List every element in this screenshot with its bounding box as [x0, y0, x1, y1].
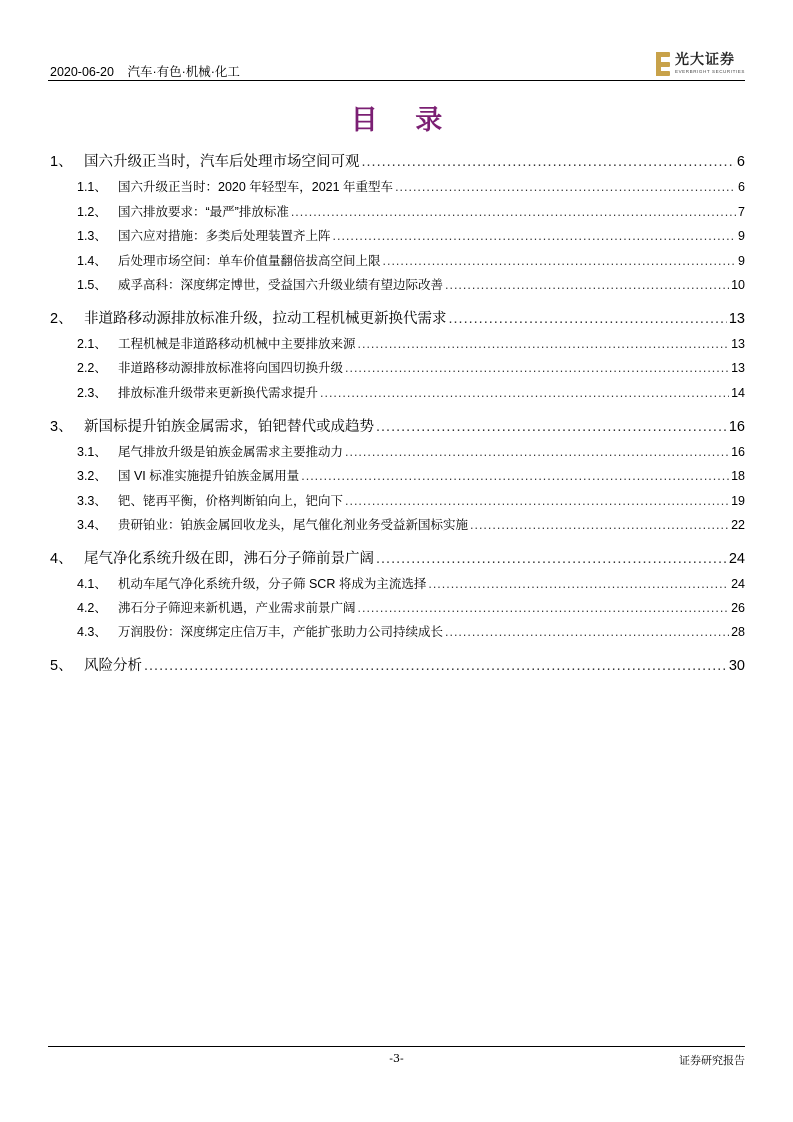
toc-entry-5[interactable]: 5、 风险分析 ..... 30 [48, 654, 745, 678]
toc-entry-3-4[interactable]: 3.4、 贵研铂业：铂族金属回收龙头，尾气催化剂业务受益新国标实施 ..... 22 [48, 515, 745, 539]
page-title: 目 录 [350, 105, 457, 136]
logo-mark-icon [656, 52, 670, 76]
toc-entry-4[interactable]: 4、 尾气净化系统升级在即，沸石分子筛前景广阔 ..... 24 [48, 547, 745, 571]
toc-entry-1-1[interactable]: 1.1、 国六升级正当时：2020 年轻型车，2021 年重型车 ..... 6 [48, 177, 745, 201]
toc-entry-1-3[interactable]: 1.3、 国六应对措施：多类后处理装置齐上阵 ..... 9 [48, 226, 745, 250]
toc-entry-3-1[interactable]: 3.1、 尾气排放升级是铂族金属需求主要推动力 ..... 16 [48, 442, 745, 466]
toc-entry-2-3[interactable]: 2.3、 排放标准升级带来更新换代需求提升 ..... 14 [48, 383, 745, 407]
footer-divider [48, 1046, 745, 1047]
page-number: -3- [389, 1052, 404, 1065]
footer-label: 证券研究报告 [679, 1054, 745, 1067]
toc-entry-2-2[interactable]: 2.2、 非道路移动源排放标准将向国四切换升级 ..... 13 [48, 358, 745, 382]
toc-entry-3[interactable]: 3、 新国标提升铂族金属需求，铂钯替代或成趋势 ..... 16 [48, 415, 745, 439]
report-date: 2020-06-20 [50, 65, 114, 79]
toc-entry-2[interactable]: 2、 非道路移动源排放标准升级，拉动工程机械更新换代需求 ..... 13 [48, 307, 745, 331]
logo-name-en: EVERBRIGHT SECURITIES [674, 69, 745, 74]
logo-name-cn: 光大证券 [674, 52, 735, 68]
header-divider [48, 80, 745, 81]
everbright-logo [656, 52, 745, 78]
toc-entry-3-3[interactable]: 3.3、 钯、铑再平衡，价格判断铂向上，钯向下 ..... 19 [48, 491, 745, 515]
page-header [48, 52, 745, 80]
toc-entry-1-2[interactable]: 1.2、 国六排放要求：“最严”排放标准 ..... 7 [48, 202, 745, 226]
toc-entry-1-5[interactable]: 1.5、 威孚高科：深度绑定博世，受益国六升级业绩有望边际改善 ..... 10 [48, 275, 745, 299]
toc-entry-4-3[interactable]: 4.3、 万润股份：深度绑定庄信万丰，产能扩张助力公司持续成长 ..... 28 [48, 622, 745, 646]
report-category: 汽车·有色·机械·化工 [127, 65, 240, 79]
toc-entry-4-1[interactable]: 4.1、 机动车尾气净化系统升级，分子筛 SCR 将成为主流选择 ..... 24 [48, 574, 745, 598]
header-info [50, 62, 240, 80]
toc-entry-1[interactable]: 1、 国六升级正当时，汽车后处理市场空间可观 ..... 6 [48, 150, 745, 174]
toc-entry-1-4[interactable]: 1.4、 后处理市场空间：单车价值量翻倍拔高空间上限 ..... 9 [48, 251, 745, 275]
toc-entry-2-1[interactable]: 2.1、 工程机械是非道路移动机械中主要排放来源 ..... 13 [48, 334, 745, 358]
toc-entry-4-2[interactable]: 4.2、 沸石分子筛迎来新机遇，产业需求前景广阔 ..... 26 [48, 598, 745, 622]
toc-entry-3-2[interactable]: 3.2、 国 VI 标准实施提升铂族金属用量 ..... 18 [48, 466, 745, 490]
